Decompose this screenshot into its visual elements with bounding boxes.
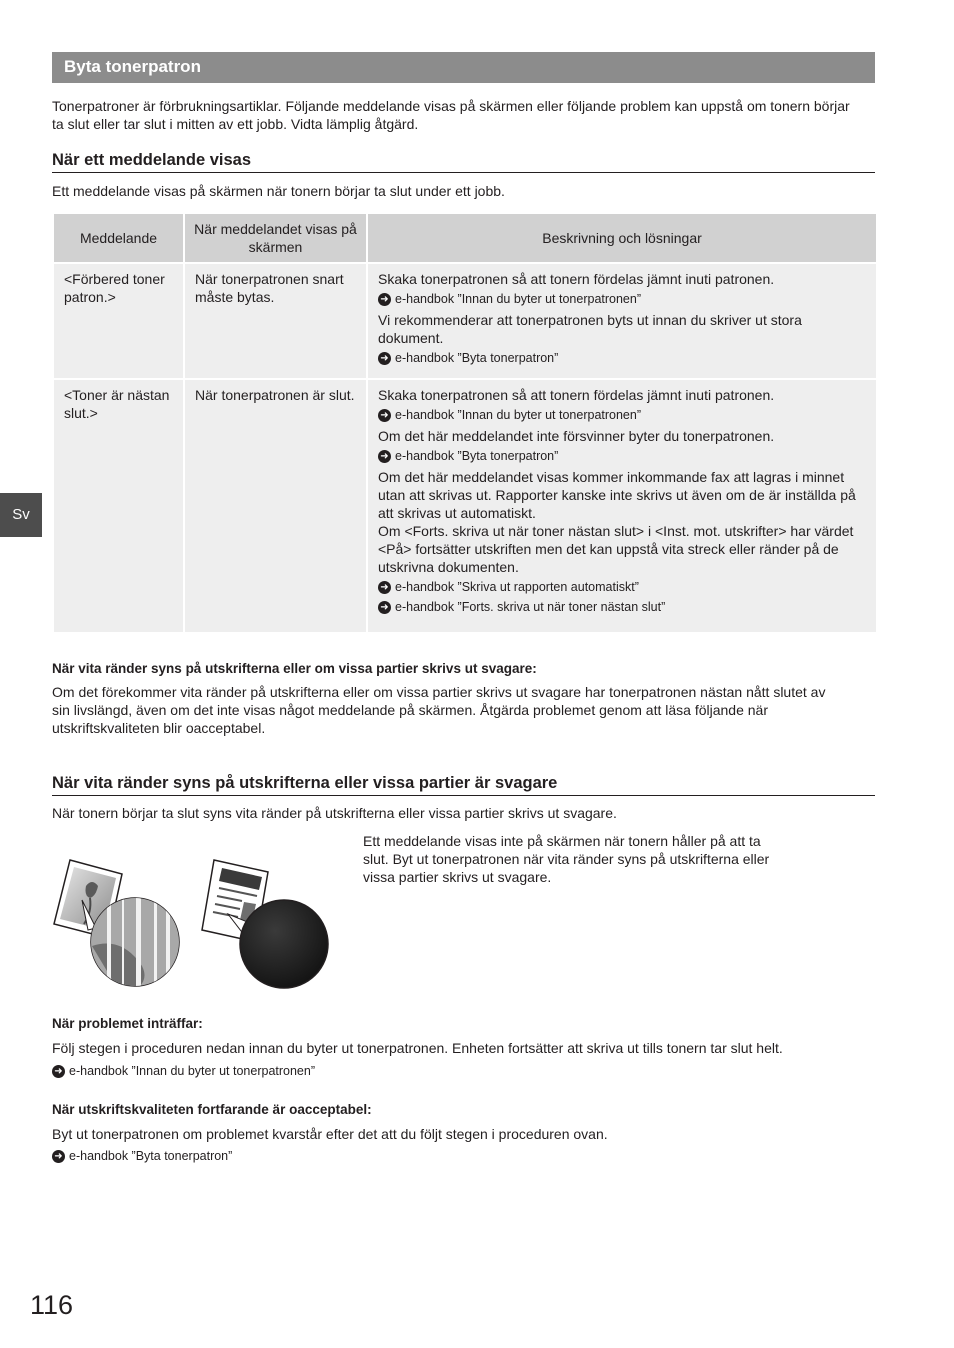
manual-reference-label: e-handbok ”Byta tonerpatron” (69, 1149, 233, 1163)
language-tab: Sv (0, 493, 42, 537)
arrow-right-icon: ➜ (378, 293, 391, 306)
description-cell (367, 379, 877, 633)
manual-reference-label: e-handbok ”Byta tonerpatron” (395, 351, 559, 365)
table-row (53, 379, 877, 633)
manual-reference-label: e-handbok ”Innan du byter ut tonerpatronen” (69, 1064, 316, 1078)
photo-print-icon (54, 860, 179, 992)
arrow-right-icon: ➜ (378, 581, 391, 594)
table-row (53, 263, 877, 379)
manual-reference[interactable] (378, 350, 866, 366)
when-heading: När problemet inträffar: (52, 1016, 203, 1031)
when-cell: När tonerpatronen är slut. (184, 379, 367, 633)
section-intro: Ett meddelande visas på skärmen när tonern börjar ta slut under ett jobb. (52, 183, 505, 199)
note-heading: När vita ränder syns på utskrifterna eller om vissa partier skrivs ut svagare: (52, 661, 537, 676)
manual-reference[interactable] (378, 291, 866, 307)
manual-reference-label: e-handbok ”Forts. skriva ut när toner nästan slut” (395, 600, 666, 614)
manual-reference-label: e-handbok ”Innan du byter ut tonerpatronen” (395, 292, 642, 306)
message-cell: <Förbered toner patron.> (53, 263, 184, 379)
manual-reference[interactable] (378, 448, 866, 464)
manual-reference[interactable] (52, 1063, 315, 1079)
manual-reference[interactable] (378, 599, 866, 615)
arrow-right-icon: ➜ (378, 409, 391, 422)
description-text: Vi rekommenderar att tonerpatronen byts ut innan du skriver ut stora dokument. (378, 312, 802, 346)
arrow-right-icon: ➜ (378, 450, 391, 463)
message-table (52, 212, 878, 634)
arrow-right-icon: ➜ (52, 1065, 65, 1078)
manual-reference[interactable] (378, 407, 866, 423)
description-text: Skaka tonerpatronen så att tonern fördelas jämnt inuti patronen. (378, 387, 775, 403)
arrow-right-icon: ➜ (378, 601, 391, 614)
section-heading-streaks: När vita ränder syns på utskrifterna eller vissa partier är svagare (52, 774, 875, 796)
column-header: Meddelande (53, 213, 184, 263)
manual-reference[interactable] (378, 579, 866, 595)
still-heading: När utskriftskvaliteten fortfarande är oacceptabel: (52, 1102, 372, 1117)
arrow-right-icon: ➜ (378, 352, 391, 365)
side-paragraph: Ett meddelande visas inte på skärmen när tonern håller på att ta slut. Byt ut tonerpatronen när vita ränder syns på utskrifterna eller vissa partier skrivs ut svagare. (363, 833, 770, 885)
manual-reference-label: e-handbok ”Innan du byter ut tonerpatronen” (395, 408, 642, 422)
manual-reference-label: e-handbok ”Byta tonerpatron” (395, 449, 559, 463)
description-text: Skaka tonerpatronen så att tonern fördelas jämnt inuti patronen. (378, 271, 775, 287)
description-text: Om det här meddelandet visas kommer inkommande fax att lagras i minnet utan att skrivas ut. Rapporter kanske inte skrivs ut även om de är inställda på att skrivas ut automatiskt. (378, 469, 856, 521)
page-title: Byta tonerpatron (64, 57, 201, 76)
manual-reference-label: e-handbok ”Skriva ut rapporten automatiskt” (395, 580, 639, 594)
section-title-bar (52, 52, 875, 83)
intro-paragraph: Tonerpatroner är förbrukningsartiklar. Följande meddelande visas på skärmen eller följande problem kan uppstå om tonern börjar ta slut eller tar slut i mitten av ett jobb. Vidta lämplig åtgärd. (52, 98, 850, 132)
page-number: 116 (30, 1290, 74, 1320)
when-paragraph: Följ stegen i proceduren nedan innan du byter ut tonerpatronen. Enheten fortsätter att skriva ut tills tonern tar slut helt. (52, 1040, 783, 1056)
note-paragraph: Om det förekommer vita ränder på utskrifterna eller om vissa partier skrivs ut svagare har tonerpatronen nästan nått slutet av sin livslängd, även om det inte visas något meddelande på skärmen. Åtgärda problemet genom att läsa följande när utskriftskvaliteten blir oacceptabel. (52, 684, 826, 736)
document-print-icon (202, 860, 328, 988)
column-header: När meddelandet visas på skärmen (184, 213, 367, 263)
message-cell: <Toner är nästan slut.> (53, 379, 184, 633)
description-text: Om <Forts. skriva ut när toner nästan slut> i <Inst. mot. utskrifter> har värdet <På> fortsätter utskriften men det kan uppstå vita streck eller ränder på de utskrivna dokumenten. (378, 523, 854, 575)
column-header: Beskrivning och lösningar (367, 213, 877, 263)
section-intro: När tonern börjar ta slut syns vita ränder på utskrifterna eller vissa partier skrivs ut svagare. (52, 805, 617, 821)
when-cell: När tonerpatronen snart måste bytas. (184, 263, 367, 379)
still-paragraph: Byt ut tonerpatronen om problemet kvarstår efter det att du följt stegen i proceduren ovan. (52, 1126, 608, 1142)
description-cell (367, 263, 877, 379)
arrow-right-icon: ➜ (52, 1150, 65, 1163)
streak-illustration (52, 856, 342, 992)
description-text: Om det här meddelandet inte försvinner byter du tonerpatronen. (378, 428, 775, 444)
table-header-row (53, 213, 877, 263)
section-heading-message: När ett meddelande visas (52, 151, 875, 173)
manual-reference[interactable] (52, 1148, 232, 1164)
